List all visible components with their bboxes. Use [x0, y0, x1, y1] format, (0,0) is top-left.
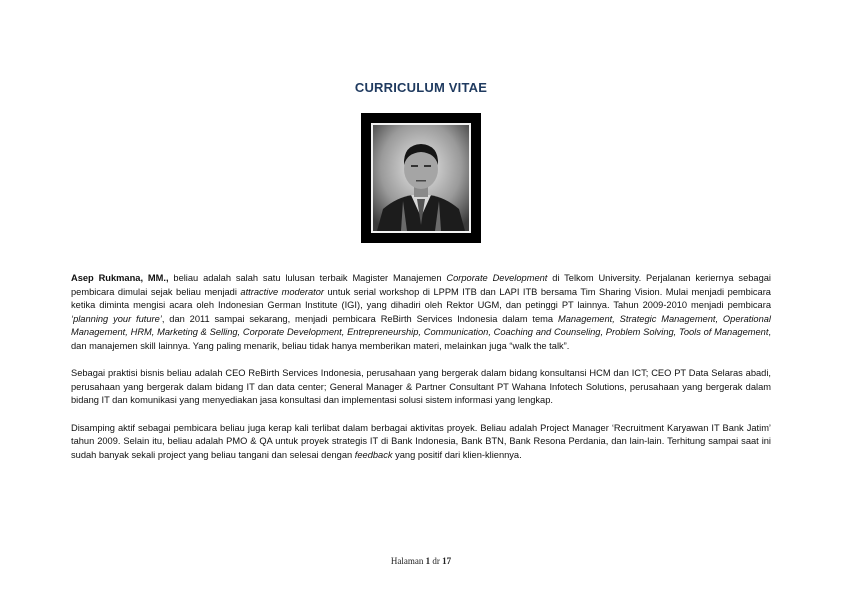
page-footer	[0, 556, 842, 566]
biography-paragraph-3	[71, 422, 771, 463]
text-run: , dan 2011 sampai sekarang, menjadi pembicara ReBirth Services Indonesia dalam tema	[161, 313, 558, 324]
text-run: Sebagai praktisi bisnis beliau adalah CEO ReBirth Services Indonesia, perusahaan yang bergerak dalam bidang konsultansi HCM dan ICT; CEO PT Data Selaras abadi, perusahaan yang bergerak dalam bidang IT dan data center; General Manager & Partner Consultant PT Wahana Infotech Solutions, perusahaan yang bergerak dalam bidang IT dan komunikasi yang menyediakan jasa konsultasi dan implementasi solusi sistem informasi yang lengkap.	[71, 368, 771, 406]
biography-paragraph-1	[71, 272, 771, 354]
text-run: feedback	[354, 449, 393, 460]
text-run: beliau adalah salah satu lulusan terbaik Magister Manajemen	[168, 273, 447, 283]
footer-page-total: 17	[442, 556, 452, 566]
text-run: ‘planning your future’	[71, 313, 162, 324]
portrait-photo-icon	[371, 123, 471, 233]
text-run: di Telkom University. Perjalanan keriernya sebagai pembicara dimulai sejak beliau menjadi	[71, 273, 771, 297]
text-run: untuk serial workshop di LPPM ITB dan LAPI ITB bersama Tim Sharing Vision. Mulai menjadi pembicara ketika diminta mengisi acara oleh Indonesian German Institute (IGI), yang dihadiri oleh Rektor UGM, dan petinggi PT lainnya. Tahun 2009-2010 menjadi pembicara	[71, 286, 771, 311]
biography-text	[71, 272, 771, 476]
text-run: , dan manajemen skill lainnya. Yang paling menarik, beliau tidak hanya memberikan materi, melainkan juga “walk the talk”.	[71, 327, 771, 351]
text-run: attractive moderator	[240, 286, 325, 297]
page-title: CURRICULUM VITAE	[354, 80, 488, 95]
footer-separator: dr	[430, 556, 443, 566]
text-run: Management, Strategic Management, Operational Management, HRM, Marketing & Selling, Corporate Development, Entrepreneurship, Communication, Coaching and Counseling, Problem Solving, Tools of Management	[71, 313, 771, 338]
photo-frame	[361, 113, 481, 243]
text-run: yang positif dari klien-kliennya.	[392, 449, 522, 460]
text-run: Disamping aktif sebagai pembicara beliau juga kerap kali terlibat dalam berbagai aktivitas proyek. Beliau adalah Project Manager ‘Recruitment Karyawan IT Bank Jatim’ tahun 2009. Selain itu, beliau adalah PMO & QA untuk proyek strategis IT di Bank Indonesia, Bank BTN, Bank Resona Perdania, dan lain-lain. Terhitung sampai saat ini sudah banyak sekali project yang beliau tangani dan selesai dengan	[71, 422, 771, 460]
footer-page-number: 1	[425, 556, 431, 566]
text-run: Asep Rukmana, MM.,	[71, 273, 169, 283]
footer-prefix: Halaman	[390, 556, 426, 566]
text-run: Corporate Development	[446, 273, 548, 283]
biography-paragraph-2	[71, 367, 771, 408]
